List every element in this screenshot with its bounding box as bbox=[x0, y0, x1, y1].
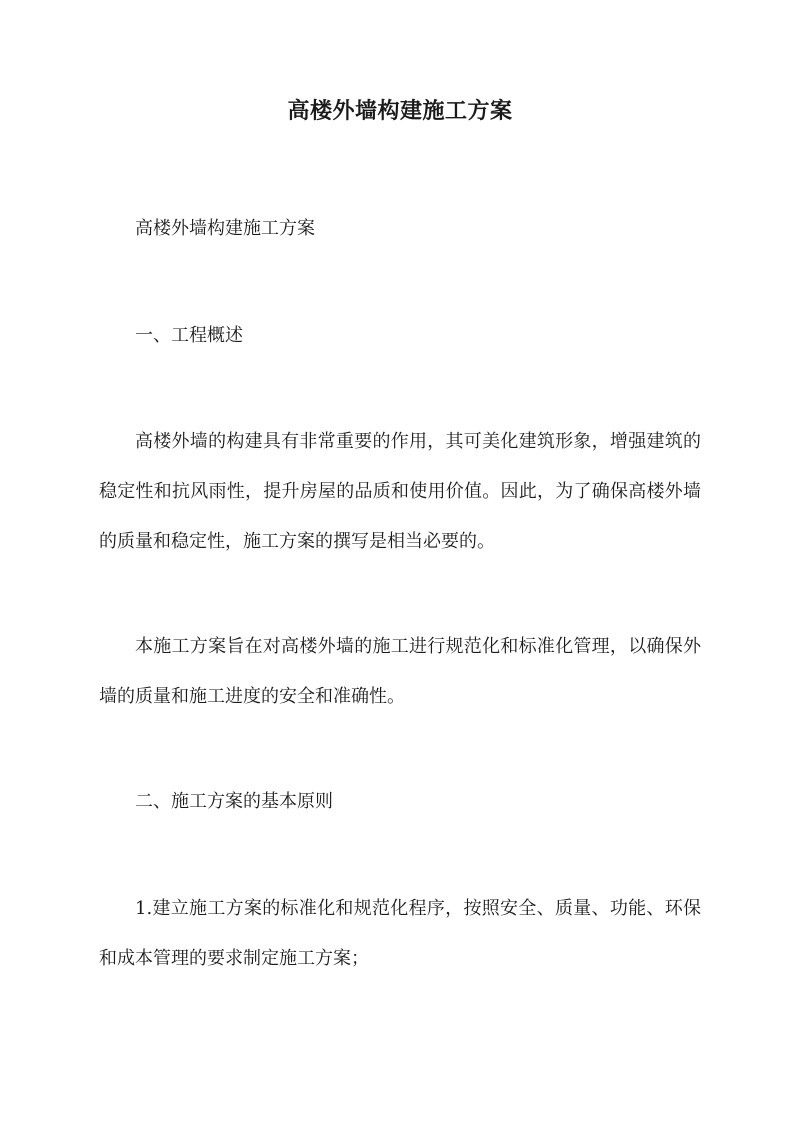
paragraph-overview-1: 高楼外墙的构建具有非常重要的作用，其可美化建筑形象，增强建筑的稳定性和抗风雨性，提升房屋的品质和使用价值。因此，为了确保高楼外墙的质量和稳定性，施工方案的撰写是相当必要的。 bbox=[99, 431, 701, 552]
section-heading-principles: 二、施工方案的基本原则 bbox=[135, 791, 333, 812]
list-item-principle-1: 1.建立施工方案的标准化和规范化程序，按照安全、质量、功能、环保和成本管理的要求制定施工方案； bbox=[99, 898, 701, 969]
paragraph-overview-2: 本施工方案旨在对高楼外墙的施工进行规范化和标准化管理，以确保外墙的质量和施工进度的安全和准确性。 bbox=[99, 636, 701, 707]
section-heading-overview: 一、工程概述 bbox=[135, 325, 243, 346]
document-title: 高楼外墙构建施工方案 bbox=[287, 98, 513, 124]
document-subtitle: 高楼外墙构建施工方案 bbox=[135, 218, 315, 239]
